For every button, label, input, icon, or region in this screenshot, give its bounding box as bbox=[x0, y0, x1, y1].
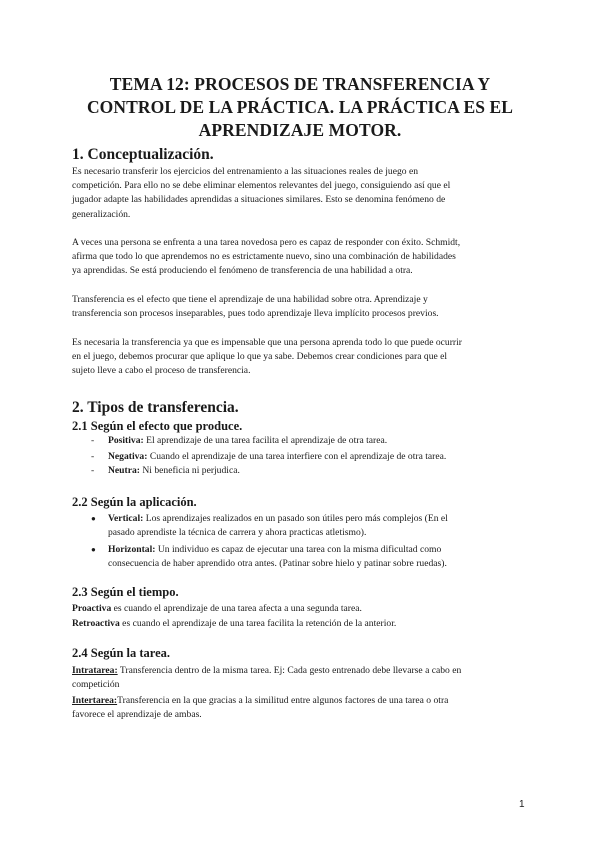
item-text: Transferencia en la que gracias a la similitud entre algunos factores de una tarea o otra bbox=[117, 695, 449, 706]
subsection-heading-tarea: 2.4 Según la tarea. bbox=[72, 646, 171, 660]
term-label: Positiva: bbox=[108, 435, 144, 446]
item-text: consecuencia de haber aprendido otra antes. (Patinar sobre hielo y patinar sobre ruedas). bbox=[108, 558, 447, 570]
paragraph-line: A veces una persona se enfrenta a una tarea novedosa pero es capaz de responder con éxito. Schmidt, bbox=[72, 237, 461, 248]
item-text: favorece el aprendizaje de ambas. bbox=[72, 709, 202, 721]
subsection-heading-aplicacion: 2.2 Según la aplicación. bbox=[72, 495, 197, 509]
list-item bbox=[108, 464, 240, 478]
section-heading-conceptualizacion: 1. Conceptualización. bbox=[72, 146, 214, 163]
paragraph bbox=[72, 293, 542, 321]
paragraph bbox=[72, 236, 542, 279]
subsection-heading-tiempo: 2.3 Según el tiempo. bbox=[72, 585, 179, 599]
dash-bullet: - bbox=[91, 451, 95, 462]
list-item bbox=[108, 434, 387, 448]
item-text: es cuando el aprendizaje de una tarea facilita la retención de la anterior. bbox=[119, 618, 397, 629]
list-item bbox=[108, 512, 448, 540]
paragraph-line: en el juego, debemos procurar que aplique lo que ya sabe. Debemos crear condiciones para que el bbox=[72, 351, 448, 363]
item-text: Ni beneficia ni perjudica. bbox=[139, 465, 240, 476]
item-text: competición bbox=[72, 679, 120, 691]
item-text: Un individuo es capaz de ejecutar una tarea con la misma dificultad como bbox=[155, 544, 442, 555]
term-label: Vertical: bbox=[108, 513, 144, 524]
item-text: Los aprendizajes realizados en un pasado son útiles pero más complejos (En el bbox=[143, 513, 448, 524]
title-line: TEMA 12: PROCESOS DE TRANSFERENCIA Y bbox=[109, 74, 491, 94]
paragraph-line: jugador adapte las habilidades aprendidas a situaciones similares. Esto se denomina fenómeno de bbox=[72, 194, 446, 206]
paragraph bbox=[72, 165, 542, 222]
document-title bbox=[70, 73, 530, 142]
paragraph-line: ya aprendidas. Se está produciendo el fenómeno de transferencia de una habilidad a otra. bbox=[72, 265, 413, 277]
term-label: Intertarea: bbox=[72, 695, 118, 706]
term-label: Neutra: bbox=[108, 465, 140, 476]
definition-block bbox=[72, 694, 542, 722]
paragraph-line: Es necesario transferir los ejercicios del entrenamiento a las situaciones reales de juego en bbox=[72, 166, 419, 177]
title-line: CONTROL DE LA PRÁCTICA. LA PRÁCTICA ES EL bbox=[86, 97, 514, 117]
term-label: Horizontal: bbox=[108, 544, 156, 555]
paragraph-line: transferencia son procesos inseparables, pues todo aprendizaje lleva implícito procesos previos. bbox=[72, 308, 439, 320]
definition-block bbox=[72, 664, 542, 692]
term-label: Retroactiva bbox=[72, 618, 120, 629]
item-text: El aprendizaje de una tarea facilita el aprendizaje de otra tarea. bbox=[143, 435, 388, 446]
dash-bullet: - bbox=[91, 465, 95, 476]
item-text: Transferencia dentro de la misma tarea. Ej: Cada gesto entrenado debe llevarse a cabo en bbox=[117, 665, 462, 676]
term-label: Proactiva bbox=[72, 603, 112, 614]
dash-bullet: - bbox=[91, 435, 95, 446]
circle-bullet: ● bbox=[91, 514, 96, 523]
definition-line bbox=[72, 617, 396, 631]
item-text: pasado aprendiste la técnica de carrera y ahora practicas atletismo). bbox=[108, 527, 367, 539]
subsection-heading-efecto: 2.1 Según el efecto que produce. bbox=[72, 419, 243, 433]
section-heading-tipos: 2. Tipos de transferencia. bbox=[72, 399, 239, 416]
item-text: Cuando el aprendizaje de una tarea interfiere con el aprendizaje de otra tarea. bbox=[147, 451, 447, 462]
paragraph-line: competición. Para ello no se debe eliminar elementos relevantes del juego, consiguiendo así que el bbox=[72, 180, 451, 192]
circle-bullet: ● bbox=[91, 545, 96, 554]
page-number: 1 bbox=[519, 799, 525, 810]
list-item bbox=[108, 450, 446, 464]
item-text: es cuando el aprendizaje de una tarea afecta a una segunda tarea. bbox=[111, 603, 362, 614]
definition-line bbox=[72, 602, 362, 616]
term-label: Negativa: bbox=[108, 451, 148, 462]
title-line: APRENDIZAJE MOTOR. bbox=[198, 120, 402, 140]
list-item bbox=[108, 543, 447, 571]
paragraph-line: Transferencia es el efecto que tiene el aprendizaje de una habilidad sobre otra. Aprendizaje y bbox=[72, 294, 428, 305]
paragraph-line: afirma que todo lo que aprendemos no es estrictamente nuevo, sino una combinación de habilidades bbox=[72, 251, 456, 263]
term-label: Intratarea: bbox=[72, 665, 118, 676]
paragraph-line: generalización. bbox=[72, 208, 131, 220]
paragraph bbox=[72, 336, 542, 379]
paragraph-line: Es necesaria la transferencia ya que es impensable que una persona aprenda todo lo que puede ocurrir bbox=[72, 337, 462, 348]
paragraph-line: sujeto lleve a cabo el proceso de transferencia. bbox=[72, 365, 251, 377]
